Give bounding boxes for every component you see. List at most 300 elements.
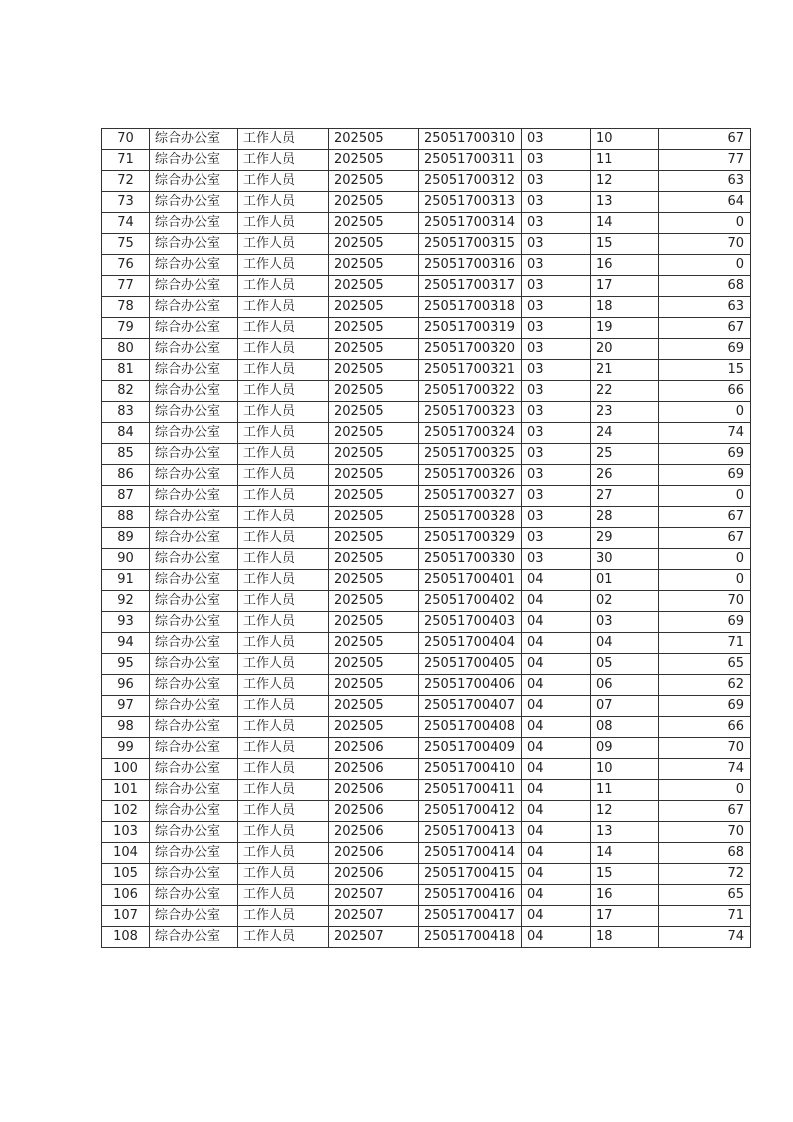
seat-number-cell: 24 xyxy=(591,423,659,444)
position-code-cell: 202505 xyxy=(329,192,419,213)
department-cell: 综合办公室 xyxy=(150,927,238,948)
exam-room-cell: 03 xyxy=(522,444,591,465)
position-cell: 工作人员 xyxy=(238,213,329,234)
score-cell: 69 xyxy=(659,696,751,717)
position-cell: 工作人员 xyxy=(238,465,329,486)
position-code-cell: 202507 xyxy=(329,927,419,948)
score-cell: 66 xyxy=(659,717,751,738)
position-code-cell: 202505 xyxy=(329,444,419,465)
table-row xyxy=(102,906,751,927)
row-number: 102 xyxy=(102,801,150,822)
row-number: 78 xyxy=(102,297,150,318)
exam-ticket-cell: 25051700408 xyxy=(419,717,522,738)
position-cell: 工作人员 xyxy=(238,612,329,633)
table-row xyxy=(102,192,751,213)
table-row xyxy=(102,633,751,654)
score-cell: 70 xyxy=(659,591,751,612)
department-cell: 综合办公室 xyxy=(150,759,238,780)
position-code-cell: 202505 xyxy=(329,696,419,717)
score-cell: 74 xyxy=(659,759,751,780)
position-code-cell: 202505 xyxy=(329,339,419,360)
seat-number-cell: 14 xyxy=(591,843,659,864)
department-cell: 综合办公室 xyxy=(150,570,238,591)
position-cell: 工作人员 xyxy=(238,507,329,528)
exam-ticket-cell: 25051700329 xyxy=(419,528,522,549)
row-number: 88 xyxy=(102,507,150,528)
score-cell: 72 xyxy=(659,864,751,885)
exam-room-cell: 03 xyxy=(522,150,591,171)
position-code-cell: 202505 xyxy=(329,171,419,192)
table-row xyxy=(102,213,751,234)
table-row xyxy=(102,843,751,864)
results-table xyxy=(101,128,751,948)
department-cell: 综合办公室 xyxy=(150,591,238,612)
exam-room-cell: 04 xyxy=(522,927,591,948)
exam-room-cell: 03 xyxy=(522,234,591,255)
exam-room-cell: 04 xyxy=(522,885,591,906)
department-cell: 综合办公室 xyxy=(150,192,238,213)
score-cell: 64 xyxy=(659,192,751,213)
seat-number-cell: 11 xyxy=(591,150,659,171)
seat-number-cell: 09 xyxy=(591,738,659,759)
position-cell: 工作人员 xyxy=(238,675,329,696)
exam-ticket-cell: 25051700321 xyxy=(419,360,522,381)
exam-ticket-cell: 25051700411 xyxy=(419,780,522,801)
score-cell: 67 xyxy=(659,528,751,549)
department-cell: 综合办公室 xyxy=(150,801,238,822)
seat-number-cell: 22 xyxy=(591,381,659,402)
seat-number-cell: 08 xyxy=(591,717,659,738)
position-code-cell: 202505 xyxy=(329,129,419,150)
position-code-cell: 202506 xyxy=(329,759,419,780)
score-cell: 67 xyxy=(659,507,751,528)
position-cell: 工作人员 xyxy=(238,927,329,948)
table-row xyxy=(102,276,751,297)
exam-room-cell: 03 xyxy=(522,549,591,570)
seat-number-cell: 12 xyxy=(591,171,659,192)
exam-ticket-cell: 25051700409 xyxy=(419,738,522,759)
position-cell: 工作人员 xyxy=(238,822,329,843)
position-cell: 工作人员 xyxy=(238,339,329,360)
department-cell: 综合办公室 xyxy=(150,822,238,843)
exam-ticket-cell: 25051700316 xyxy=(419,255,522,276)
row-number: 108 xyxy=(102,927,150,948)
exam-room-cell: 03 xyxy=(522,171,591,192)
row-number: 89 xyxy=(102,528,150,549)
department-cell: 综合办公室 xyxy=(150,297,238,318)
score-cell: 71 xyxy=(659,633,751,654)
exam-ticket-cell: 25051700418 xyxy=(419,927,522,948)
position-code-cell: 202506 xyxy=(329,738,419,759)
table-row xyxy=(102,801,751,822)
table-row xyxy=(102,549,751,570)
exam-ticket-cell: 25051700314 xyxy=(419,213,522,234)
score-cell: 67 xyxy=(659,318,751,339)
seat-number-cell: 11 xyxy=(591,780,659,801)
row-number: 98 xyxy=(102,717,150,738)
department-cell: 综合办公室 xyxy=(150,486,238,507)
position-code-cell: 202506 xyxy=(329,864,419,885)
exam-ticket-cell: 25051700323 xyxy=(419,402,522,423)
table-row xyxy=(102,129,751,150)
table-row xyxy=(102,507,751,528)
exam-ticket-cell: 25051700412 xyxy=(419,801,522,822)
department-cell: 综合办公室 xyxy=(150,780,238,801)
exam-ticket-cell: 25051700327 xyxy=(419,486,522,507)
department-cell: 综合办公室 xyxy=(150,885,238,906)
exam-room-cell: 03 xyxy=(522,465,591,486)
position-code-cell: 202506 xyxy=(329,780,419,801)
exam-room-cell: 03 xyxy=(522,129,591,150)
exam-room-cell: 04 xyxy=(522,612,591,633)
position-code-cell: 202505 xyxy=(329,318,419,339)
position-code-cell: 202507 xyxy=(329,885,419,906)
seat-number-cell: 30 xyxy=(591,549,659,570)
seat-number-cell: 10 xyxy=(591,129,659,150)
exam-ticket-cell: 25051700310 xyxy=(419,129,522,150)
position-cell: 工作人员 xyxy=(238,738,329,759)
position-cell: 工作人员 xyxy=(238,318,329,339)
exam-ticket-cell: 25051700330 xyxy=(419,549,522,570)
department-cell: 综合办公室 xyxy=(150,549,238,570)
exam-room-cell: 04 xyxy=(522,759,591,780)
department-cell: 综合办公室 xyxy=(150,150,238,171)
position-cell: 工作人员 xyxy=(238,129,329,150)
position-code-cell: 202505 xyxy=(329,549,419,570)
seat-number-cell: 29 xyxy=(591,528,659,549)
exam-ticket-cell: 25051700315 xyxy=(419,234,522,255)
exam-room-cell: 04 xyxy=(522,717,591,738)
score-cell: 63 xyxy=(659,171,751,192)
exam-room-cell: 03 xyxy=(522,318,591,339)
row-number: 94 xyxy=(102,633,150,654)
row-number: 97 xyxy=(102,696,150,717)
department-cell: 综合办公室 xyxy=(150,612,238,633)
position-cell: 工作人员 xyxy=(238,717,329,738)
exam-room-cell: 03 xyxy=(522,276,591,297)
exam-ticket-cell: 25051700328 xyxy=(419,507,522,528)
table-row xyxy=(102,822,751,843)
position-code-cell: 202505 xyxy=(329,675,419,696)
exam-ticket-cell: 25051700313 xyxy=(419,192,522,213)
exam-ticket-cell: 25051700404 xyxy=(419,633,522,654)
table-row xyxy=(102,234,751,255)
position-cell: 工作人员 xyxy=(238,801,329,822)
table-row xyxy=(102,717,751,738)
score-cell: 68 xyxy=(659,276,751,297)
exam-room-cell: 03 xyxy=(522,381,591,402)
table-row xyxy=(102,339,751,360)
score-cell: 67 xyxy=(659,801,751,822)
row-number: 74 xyxy=(102,213,150,234)
exam-ticket-cell: 25051700417 xyxy=(419,906,522,927)
row-number: 92 xyxy=(102,591,150,612)
exam-room-cell: 04 xyxy=(522,843,591,864)
row-number: 70 xyxy=(102,129,150,150)
row-number: 83 xyxy=(102,402,150,423)
row-number: 73 xyxy=(102,192,150,213)
table-row xyxy=(102,927,751,948)
department-cell: 综合办公室 xyxy=(150,381,238,402)
exam-ticket-cell: 25051700415 xyxy=(419,864,522,885)
department-cell: 综合办公室 xyxy=(150,675,238,696)
score-cell: 0 xyxy=(659,486,751,507)
score-cell: 70 xyxy=(659,738,751,759)
seat-number-cell: 07 xyxy=(591,696,659,717)
position-cell: 工作人员 xyxy=(238,276,329,297)
row-number: 79 xyxy=(102,318,150,339)
seat-number-cell: 28 xyxy=(591,507,659,528)
position-cell: 工作人员 xyxy=(238,192,329,213)
seat-number-cell: 20 xyxy=(591,339,659,360)
department-cell: 综合办公室 xyxy=(150,171,238,192)
position-code-cell: 202505 xyxy=(329,234,419,255)
position-code-cell: 202505 xyxy=(329,213,419,234)
row-number: 72 xyxy=(102,171,150,192)
table-row xyxy=(102,318,751,339)
row-number: 77 xyxy=(102,276,150,297)
seat-number-cell: 17 xyxy=(591,906,659,927)
row-number: 107 xyxy=(102,906,150,927)
position-cell: 工作人员 xyxy=(238,780,329,801)
exam-room-cell: 03 xyxy=(522,507,591,528)
row-number: 99 xyxy=(102,738,150,759)
row-number: 85 xyxy=(102,444,150,465)
exam-room-cell: 03 xyxy=(522,297,591,318)
exam-ticket-cell: 25051700405 xyxy=(419,654,522,675)
score-cell: 65 xyxy=(659,885,751,906)
exam-ticket-cell: 25051700317 xyxy=(419,276,522,297)
score-cell: 77 xyxy=(659,150,751,171)
department-cell: 综合办公室 xyxy=(150,654,238,675)
department-cell: 综合办公室 xyxy=(150,864,238,885)
exam-room-cell: 03 xyxy=(522,255,591,276)
department-cell: 综合办公室 xyxy=(150,318,238,339)
position-cell: 工作人员 xyxy=(238,885,329,906)
seat-number-cell: 05 xyxy=(591,654,659,675)
table-row xyxy=(102,675,751,696)
score-cell: 67 xyxy=(659,129,751,150)
table-row xyxy=(102,528,751,549)
exam-ticket-cell: 25051700406 xyxy=(419,675,522,696)
score-cell: 66 xyxy=(659,381,751,402)
score-cell: 63 xyxy=(659,297,751,318)
score-cell: 69 xyxy=(659,465,751,486)
position-cell: 工作人员 xyxy=(238,591,329,612)
score-cell: 62 xyxy=(659,675,751,696)
position-code-cell: 202506 xyxy=(329,801,419,822)
row-number: 95 xyxy=(102,654,150,675)
seat-number-cell: 02 xyxy=(591,591,659,612)
position-code-cell: 202505 xyxy=(329,465,419,486)
department-cell: 综合办公室 xyxy=(150,738,238,759)
position-code-cell: 202505 xyxy=(329,654,419,675)
score-cell: 71 xyxy=(659,906,751,927)
exam-ticket-cell: 25051700311 xyxy=(419,150,522,171)
department-cell: 综合办公室 xyxy=(150,696,238,717)
position-cell: 工作人员 xyxy=(238,255,329,276)
score-cell: 70 xyxy=(659,234,751,255)
seat-number-cell: 10 xyxy=(591,759,659,780)
row-number: 93 xyxy=(102,612,150,633)
position-cell: 工作人员 xyxy=(238,381,329,402)
table-row xyxy=(102,864,751,885)
table-row xyxy=(102,696,751,717)
department-cell: 综合办公室 xyxy=(150,360,238,381)
exam-ticket-cell: 25051700416 xyxy=(419,885,522,906)
exam-ticket-cell: 25051700413 xyxy=(419,822,522,843)
position-cell: 工作人员 xyxy=(238,150,329,171)
exam-room-cell: 04 xyxy=(522,654,591,675)
position-code-cell: 202507 xyxy=(329,906,419,927)
table-row xyxy=(102,654,751,675)
seat-number-cell: 06 xyxy=(591,675,659,696)
position-code-cell: 202505 xyxy=(329,486,419,507)
position-code-cell: 202505 xyxy=(329,528,419,549)
position-cell: 工作人员 xyxy=(238,759,329,780)
row-number: 84 xyxy=(102,423,150,444)
exam-ticket-cell: 25051700324 xyxy=(419,423,522,444)
score-cell: 0 xyxy=(659,255,751,276)
exam-ticket-cell: 25051700407 xyxy=(419,696,522,717)
position-code-cell: 202505 xyxy=(329,570,419,591)
row-number: 90 xyxy=(102,549,150,570)
score-cell: 74 xyxy=(659,423,751,444)
exam-room-cell: 03 xyxy=(522,402,591,423)
table-row xyxy=(102,591,751,612)
table-row xyxy=(102,738,751,759)
exam-room-cell: 03 xyxy=(522,192,591,213)
department-cell: 综合办公室 xyxy=(150,423,238,444)
seat-number-cell: 19 xyxy=(591,318,659,339)
position-code-cell: 202505 xyxy=(329,717,419,738)
department-cell: 综合办公室 xyxy=(150,276,238,297)
position-cell: 工作人员 xyxy=(238,234,329,255)
table-row xyxy=(102,360,751,381)
exam-room-cell: 03 xyxy=(522,528,591,549)
position-code-cell: 202505 xyxy=(329,255,419,276)
position-code-cell: 202505 xyxy=(329,276,419,297)
exam-room-cell: 04 xyxy=(522,591,591,612)
department-cell: 综合办公室 xyxy=(150,129,238,150)
exam-ticket-cell: 25051700401 xyxy=(419,570,522,591)
table-row xyxy=(102,885,751,906)
exam-ticket-cell: 25051700326 xyxy=(419,465,522,486)
position-code-cell: 202505 xyxy=(329,150,419,171)
position-code-cell: 202505 xyxy=(329,633,419,654)
score-cell: 0 xyxy=(659,213,751,234)
row-number: 81 xyxy=(102,360,150,381)
position-code-cell: 202506 xyxy=(329,822,419,843)
department-cell: 综合办公室 xyxy=(150,633,238,654)
seat-number-cell: 18 xyxy=(591,927,659,948)
exam-room-cell: 04 xyxy=(522,696,591,717)
exam-ticket-cell: 25051700322 xyxy=(419,381,522,402)
row-number: 101 xyxy=(102,780,150,801)
position-code-cell: 202505 xyxy=(329,297,419,318)
exam-room-cell: 04 xyxy=(522,801,591,822)
position-cell: 工作人员 xyxy=(238,423,329,444)
row-number: 100 xyxy=(102,759,150,780)
row-number: 86 xyxy=(102,465,150,486)
exam-ticket-cell: 25051700312 xyxy=(419,171,522,192)
position-code-cell: 202505 xyxy=(329,423,419,444)
position-code-cell: 202505 xyxy=(329,381,419,402)
row-number: 71 xyxy=(102,150,150,171)
score-cell: 15 xyxy=(659,360,751,381)
position-cell: 工作人员 xyxy=(238,696,329,717)
position-cell: 工作人员 xyxy=(238,549,329,570)
seat-number-cell: 25 xyxy=(591,444,659,465)
department-cell: 综合办公室 xyxy=(150,402,238,423)
department-cell: 综合办公室 xyxy=(150,906,238,927)
seat-number-cell: 04 xyxy=(591,633,659,654)
table-row xyxy=(102,150,751,171)
department-cell: 综合办公室 xyxy=(150,843,238,864)
department-cell: 综合办公室 xyxy=(150,444,238,465)
table-row xyxy=(102,297,751,318)
score-cell: 74 xyxy=(659,927,751,948)
seat-number-cell: 21 xyxy=(591,360,659,381)
position-cell: 工作人员 xyxy=(238,444,329,465)
exam-ticket-cell: 25051700320 xyxy=(419,339,522,360)
exam-room-cell: 03 xyxy=(522,339,591,360)
exam-room-cell: 04 xyxy=(522,675,591,696)
seat-number-cell: 03 xyxy=(591,612,659,633)
position-code-cell: 202505 xyxy=(329,402,419,423)
exam-room-cell: 03 xyxy=(522,360,591,381)
table-row xyxy=(102,780,751,801)
exam-ticket-cell: 25051700402 xyxy=(419,591,522,612)
exam-ticket-cell: 25051700414 xyxy=(419,843,522,864)
exam-room-cell: 04 xyxy=(522,738,591,759)
score-cell: 0 xyxy=(659,570,751,591)
score-cell: 65 xyxy=(659,654,751,675)
score-cell: 68 xyxy=(659,843,751,864)
seat-number-cell: 17 xyxy=(591,276,659,297)
table-row xyxy=(102,486,751,507)
score-cell: 69 xyxy=(659,339,751,360)
position-cell: 工作人员 xyxy=(238,297,329,318)
seat-number-cell: 26 xyxy=(591,465,659,486)
row-number: 91 xyxy=(102,570,150,591)
position-code-cell: 202505 xyxy=(329,612,419,633)
position-cell: 工作人员 xyxy=(238,171,329,192)
score-cell: 0 xyxy=(659,402,751,423)
exam-room-cell: 04 xyxy=(522,906,591,927)
table-row xyxy=(102,444,751,465)
seat-number-cell: 23 xyxy=(591,402,659,423)
seat-number-cell: 16 xyxy=(591,885,659,906)
seat-number-cell: 16 xyxy=(591,255,659,276)
table-row xyxy=(102,759,751,780)
table-row xyxy=(102,381,751,402)
position-cell: 工作人员 xyxy=(238,864,329,885)
exam-room-cell: 03 xyxy=(522,423,591,444)
seat-number-cell: 15 xyxy=(591,234,659,255)
position-cell: 工作人员 xyxy=(238,906,329,927)
exam-room-cell: 03 xyxy=(522,213,591,234)
position-cell: 工作人员 xyxy=(238,402,329,423)
score-cell: 70 xyxy=(659,822,751,843)
row-number: 104 xyxy=(102,843,150,864)
score-cell: 69 xyxy=(659,444,751,465)
row-number: 75 xyxy=(102,234,150,255)
exam-room-cell: 04 xyxy=(522,780,591,801)
row-number: 105 xyxy=(102,864,150,885)
seat-number-cell: 14 xyxy=(591,213,659,234)
position-code-cell: 202505 xyxy=(329,507,419,528)
